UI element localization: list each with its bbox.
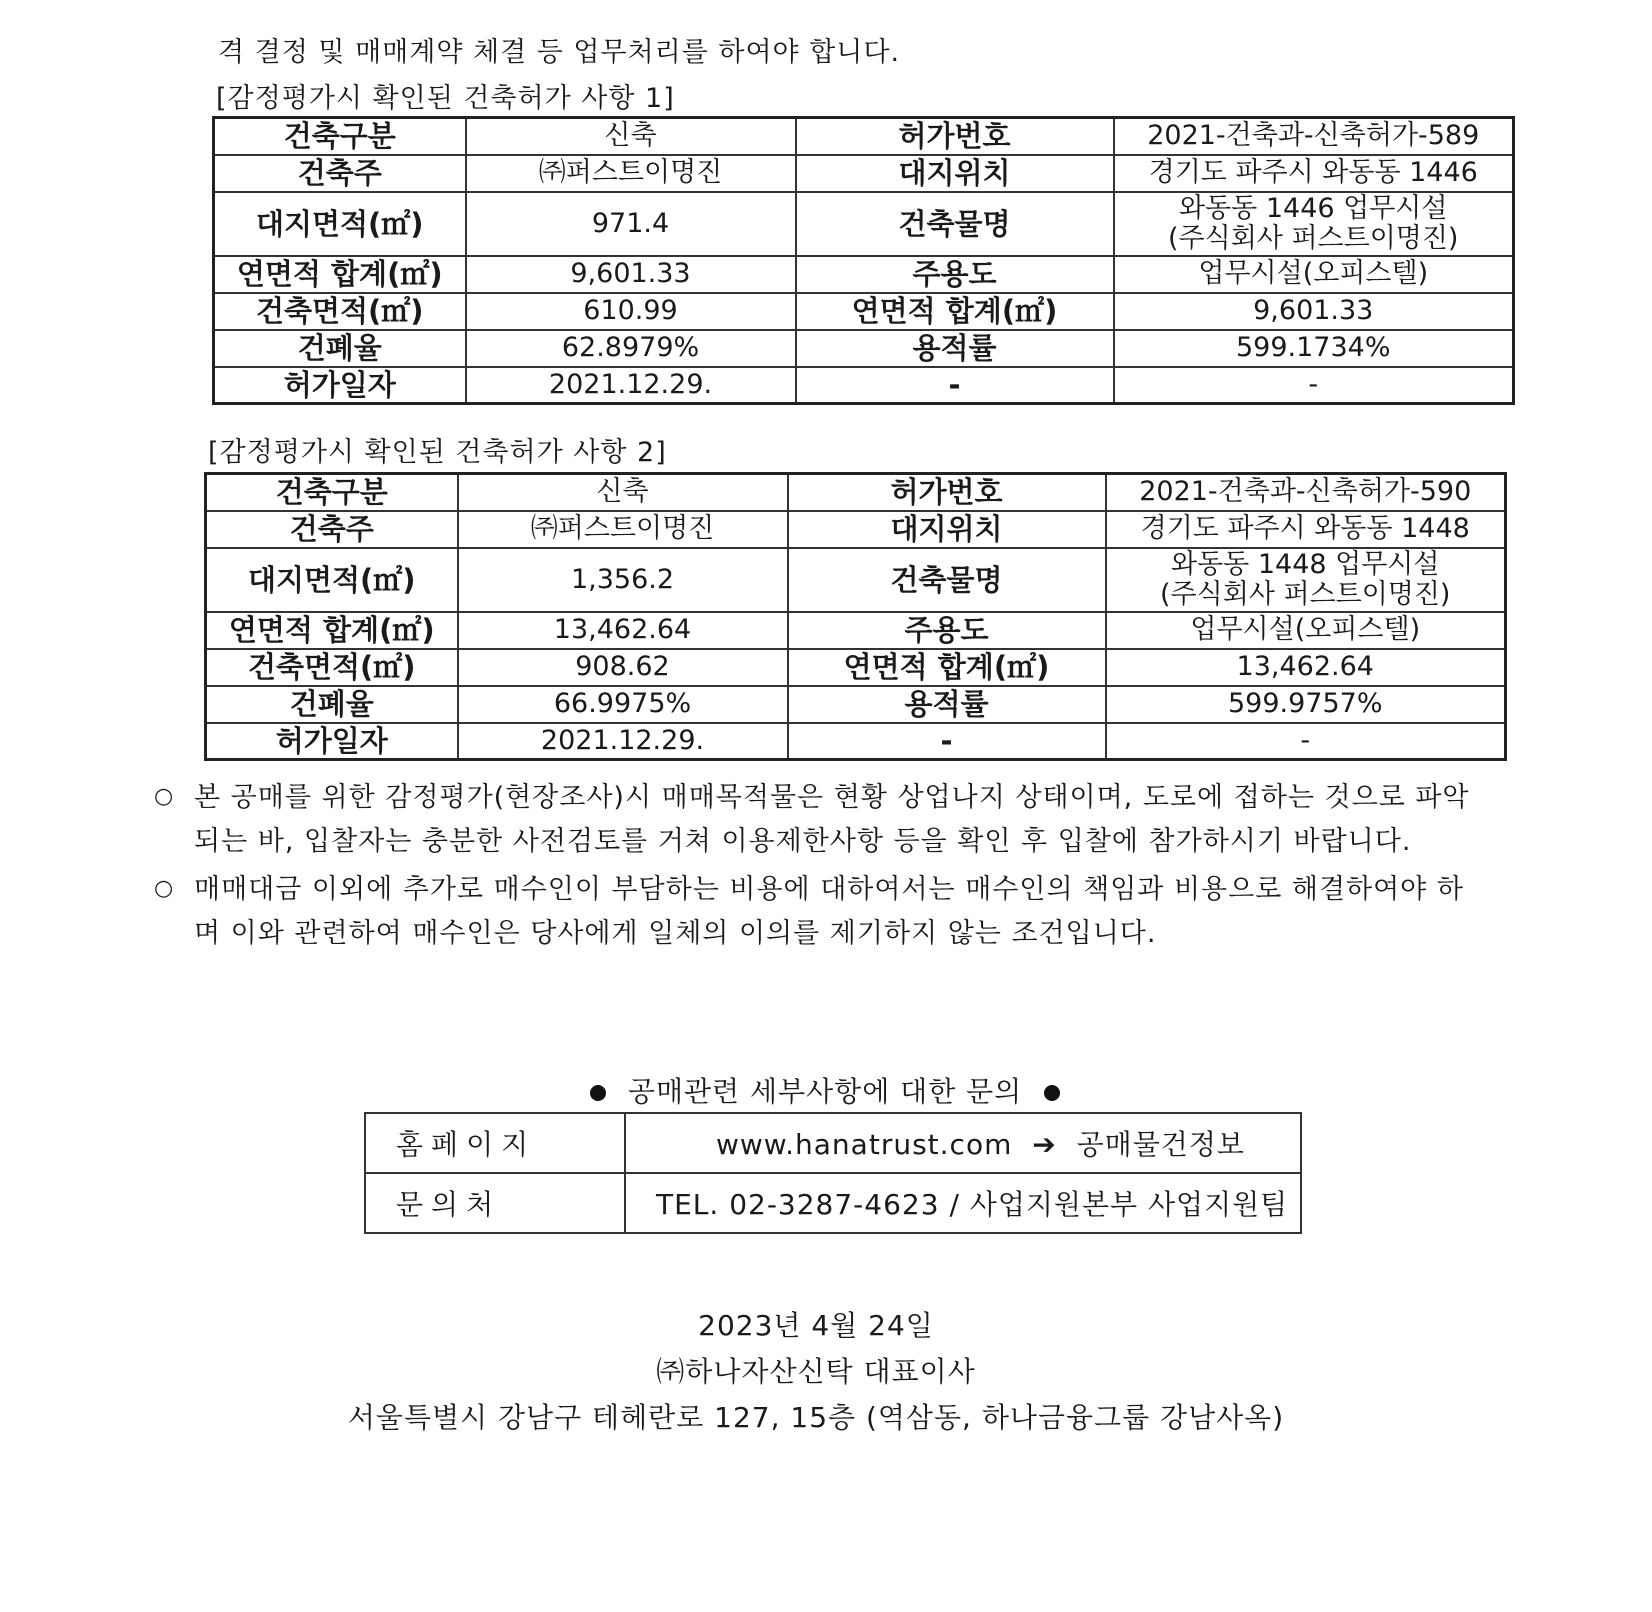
bullet-dot-icon [1044,1085,1060,1101]
permit1-value: 2021.12.29. [466,367,796,404]
homepage-section: 공매물건정보 [1076,1128,1245,1161]
permit2-label: 건축주 [206,511,458,548]
intro-line: 격 결정 및 매매계약 체결 등 업무처리를 하여야 합니다. [218,37,901,68]
permit1-label: 연면적 합계(㎡) [796,293,1114,330]
contact-value: TEL. 02-3287-4623 / 사업지원본부 사업지원팀 [625,1173,1301,1233]
table-row [206,474,1506,511]
permit2-value: 13,462.64 [458,612,788,649]
permit1-value: 2021-건축과-신축허가-589 [1114,118,1514,155]
permit1-value: 971.4 [466,192,796,256]
permit2-label: 건폐율 [206,686,458,723]
permit1-label: 주용도 [796,256,1114,293]
permit2-label: 건축물명 [788,548,1106,612]
table-row [365,1113,1301,1173]
permit2-value: 599.9757% [1106,686,1506,723]
permit1-label: 대지위치 [796,155,1114,192]
permit2-label: 허가번호 [788,474,1106,511]
table-row [206,548,1506,612]
permit1-label: 건축구분 [214,118,466,155]
note2-line2: 며 이와 관련하여 매수인은 당사에게 일체의 이의를 제기하지 않는 조건입니다. [194,918,1157,949]
permit2-label: 대지위치 [788,511,1106,548]
permit2-value: 경기도 파주시 와동동 1448 [1106,511,1506,548]
permit1-table [212,116,1515,405]
permit2-table [204,472,1507,761]
permit2-label: - [788,723,1106,760]
permit1-building-name [1114,192,1514,256]
permit2-caption: [감정평가시 확인된 건축허가 사항 2] [208,437,667,468]
contact-label: 문의처 [365,1173,625,1233]
permit1-value: - [1114,367,1514,404]
permit1-value: 9,601.33 [1114,293,1514,330]
table-row [206,649,1506,686]
permit1-value: 업무시설(오피스텔) [1114,256,1514,293]
permit1-value: 신축 [466,118,796,155]
permit2-value: 업무시설(오피스텔) [1106,612,1506,649]
table-row [206,612,1506,649]
permit2-value: 1,356.2 [458,548,788,612]
permit2-building-name-line1: 와동동 1448 업무시설 [1171,548,1440,580]
note1 [194,776,1574,864]
permit2-value: - [1106,723,1506,760]
permit2-value: 신축 [458,474,788,511]
footer-date: 2023년 4월 24일 [698,1309,934,1342]
permit2-label: 건축면적(㎡) [206,649,458,686]
table-row [206,723,1506,760]
table-row [214,256,1514,293]
permit1-label: 대지면적(㎡) [214,192,466,256]
permit1-caption: [감정평가시 확인된 건축허가 사항 1] [216,83,675,114]
table-row [365,1173,1301,1233]
homepage-link[interactable]: www.hanatrust.com [716,1128,1013,1161]
permit2-label: 연면적 합계(㎡) [788,649,1106,686]
permit2-label: 허가일자 [206,723,458,760]
permit1-value: 9,601.33 [466,256,796,293]
permit1-label: 허가일자 [214,367,466,404]
table-row [214,192,1514,256]
note1-bullet: ○ [154,784,174,809]
arrow-right-icon: ➔ [1032,1128,1057,1161]
permit2-value: ㈜퍼스트이명진 [458,511,788,548]
permit1-label: 허가번호 [796,118,1114,155]
permit2-label: 용적률 [788,686,1106,723]
table-row [206,511,1506,548]
permit2-value: 13,462.64 [1106,649,1506,686]
permit1-building-name-line2: (주식회사 퍼스트이명진) [1168,222,1459,254]
note2 [194,868,1574,956]
permit2-value: 2021.12.29. [458,723,788,760]
permit1-value: 경기도 파주시 와동동 1446 [1114,155,1514,192]
note2-line1: 매매대금 이외에 추가로 매수인이 부담하는 비용에 대하여서는 매수인의 책임과 비용으로 해결하여야 하 [194,874,1464,905]
permit2-value: 908.62 [458,649,788,686]
permit1-label: 연면적 합계(㎡) [214,256,466,293]
permit2-label: 대지면적(㎡) [206,548,458,612]
footer-address: 서울특별시 강남구 테헤란로 127, 15층 (역삼동, 하나금융그룹 강남사옥) [347,1401,1285,1434]
table-row [214,155,1514,192]
permit1-label: 용적률 [796,330,1114,367]
permit1-label: - [796,367,1114,404]
footer-company: ㈜하나자산신탁 대표이사 [656,1355,976,1388]
permit1-value: 610.99 [466,293,796,330]
table-row [214,330,1514,367]
note1-line1: 본 공매를 위한 감정평가(현장조사)시 매매목적물은 현황 상업나지 상태이며, 도로에 접하는 것으로 파악 [194,782,1470,813]
table-row [214,293,1514,330]
permit1-label: 건축주 [214,155,466,192]
table-row [214,118,1514,155]
bullet-dot-icon [590,1085,606,1101]
table-row [214,367,1514,404]
note2-bullet: ○ [154,876,174,901]
permit1-value: ㈜퍼스트이명진 [466,155,796,192]
permit2-label: 연면적 합계(㎡) [206,612,458,649]
permit1-value: 62.8979% [466,330,796,367]
permit1-building-name-line1: 와동동 1446 업무시설 [1179,192,1448,224]
note1-line2: 되는 바, 입찰자는 충분한 사전검토를 거쳐 이용제한사항 등을 확인 후 입찰에 참가하시기 바랍니다. [194,826,1412,857]
homepage-value [625,1113,1301,1173]
permit1-value: 599.1734% [1114,330,1514,367]
inquiry-title-text: 공매관련 세부사항에 대한 문의 [627,1075,1023,1108]
permit1-label: 건축면적(㎡) [214,293,466,330]
permit2-building-name-line2: (주식회사 퍼스트이명진) [1160,578,1451,610]
permit1-label: 건폐율 [214,330,466,367]
permit2-value: 66.9975% [458,686,788,723]
permit2-value: 2021-건축과-신축허가-590 [1106,474,1506,511]
homepage-label: 홈페이지 [365,1113,625,1173]
permit2-label: 건축구분 [206,474,458,511]
table-row [206,686,1506,723]
inquiry-title [590,1070,1060,1110]
permit2-building-name [1106,548,1506,612]
permit1-label: 건축물명 [796,192,1114,256]
inquiry-table [364,1112,1302,1234]
permit2-label: 주용도 [788,612,1106,649]
